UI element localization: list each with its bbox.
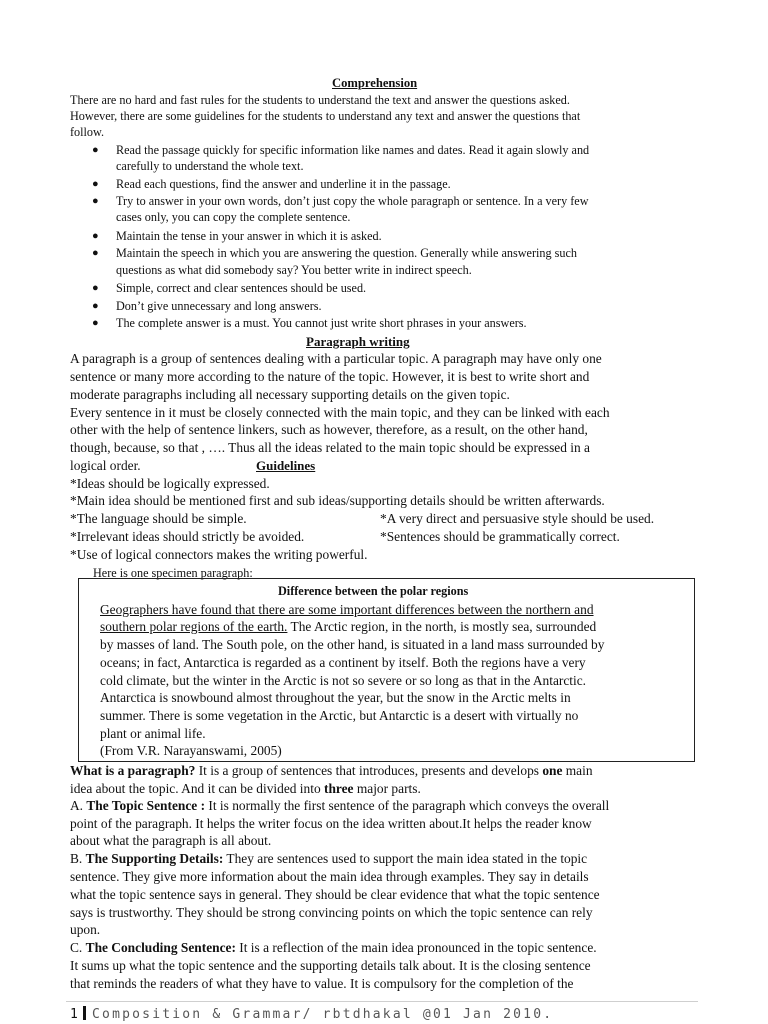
part-prefix: A. xyxy=(70,798,87,813)
list-item: Maintain the tense in your answer in which it is asked. xyxy=(116,229,382,243)
list-item-continuation: cases only, you can copy the complete sentence. xyxy=(116,210,351,224)
guideline-item: *Main idea should be mentioned first and sub ideas/supporting details should be written afterwards. xyxy=(70,493,605,508)
concluding-sentence-line: that reminds the readers of what they have to value. It is compulsory for the completion of the xyxy=(70,976,574,991)
topic-sentence-line: about what the paragraph is all about. xyxy=(70,833,272,848)
topic-sentence-heading: The Topic Sentence : xyxy=(86,798,206,813)
specimen-intro: Here is one specimen paragraph: xyxy=(93,566,253,580)
supporting-details-line: what the topic sentence says in general. They should be clear evidence that what the topic sentence xyxy=(70,887,600,902)
specimen-line: summer. There is some vegetation in the Arctic, but Antarctic is a desert with virtually no xyxy=(100,708,579,723)
list-item: The complete answer is a must. You cannot just write short phrases in your answers. xyxy=(116,316,527,330)
paragraph-line: logical order. xyxy=(70,458,141,473)
topic-sentence-line xyxy=(70,797,609,815)
paragraph-line: A paragraph is a group of sentences dealing with a particular topic. A paragraph may have only one xyxy=(70,351,602,366)
supporting-details-line: says is trustworthy. They should be strong convincing points on which the topic sentence can rely xyxy=(70,905,593,920)
concluding-sentence-line xyxy=(70,939,597,957)
guideline-item: *A very direct and persuasive style should be used. xyxy=(380,511,655,526)
paragraph-question: What is a paragraph? xyxy=(70,763,196,778)
emphasis-three: three xyxy=(324,781,354,796)
guideline-item: *Ideas should be logically expressed. xyxy=(70,476,270,491)
footer-separator xyxy=(83,1006,86,1020)
list-item: Simple, correct and clear sentences should be used. xyxy=(116,281,367,295)
specimen-line: cold climate, but the winter in the Arctic is not so severe or so long as that in the Antarctic. xyxy=(100,673,587,688)
list-item: Don’t give unnecessary and long answers. xyxy=(116,299,322,313)
comprehension-title: Comprehension xyxy=(332,76,418,90)
comprehension-intro-line: follow. xyxy=(70,125,105,139)
part-prefix: C. xyxy=(70,940,86,955)
text-run: It is a group of sentences that introduces, presents and develops xyxy=(195,763,543,778)
guideline-item: *Irrelevant ideas should strictly be avoided. xyxy=(70,529,305,544)
list-item: Try to answer in your own words, don’t just copy the whole paragraph or sentence. In a very few xyxy=(116,194,589,208)
concluding-sentence-line: It sums up what the topic sentence and the supporting details talk about. It is the closing sentence xyxy=(70,958,591,973)
text-run: It is a reflection of the main idea pronounced in the topic sentence. xyxy=(235,940,597,955)
text-run: main xyxy=(562,763,593,778)
specimen-line-rest: The Arctic region, in the north, is mostly sea, surrounded xyxy=(287,619,597,634)
bullet-icon: ● xyxy=(92,317,99,329)
page-footer xyxy=(70,1006,553,1022)
guidelines-title: Guidelines xyxy=(256,458,316,473)
supporting-details-line: sentence. They give more information about the main idea through examples. They say in details xyxy=(70,869,589,884)
bullet-icon: ● xyxy=(92,300,99,312)
paragraph-definition-line xyxy=(70,762,593,780)
supporting-details-heading: The Supporting Details: xyxy=(85,851,224,866)
specimen-line-underlined: Geographers have found that there are some important differences between the northern and xyxy=(100,602,594,617)
supporting-details-line xyxy=(70,850,587,868)
paragraph-line: Every sentence in it must be closely connected with the main topic, and they can be linked with each xyxy=(70,405,610,420)
emphasis-one: one xyxy=(542,763,563,778)
specimen-line: by masses of land. The South pole, on the other hand, is situated in a land mass surrounded by xyxy=(100,637,605,652)
footer-text: Composition & Grammar/ rbtdhakal @01 Jan 2010. xyxy=(92,1007,554,1022)
comprehension-intro-line: There are no hard and fast rules for the students to understand the text and answer the questions asked. xyxy=(70,93,570,107)
page-number: 1 xyxy=(70,1007,81,1022)
comprehension-intro-line: However, there are some guidelines for the students to understand any text and answer the questions that xyxy=(70,109,581,123)
paragraph-line: sentence or many more according to the nature of the topic. However, it is best to write short and xyxy=(70,369,590,384)
specimen-line xyxy=(100,618,596,636)
text-run: It is normally the first sentence of the paragraph which conveys the overall xyxy=(205,798,610,813)
topic-sentence-line: point of the paragraph. It helps the writer focus on the idea written about.It helps the reader know xyxy=(70,816,592,831)
text-run: idea about the topic. And it can be divided into xyxy=(70,781,324,796)
paragraph-line: moderate paragraphs including all necessary supporting details on the given topic. xyxy=(70,387,510,402)
specimen-line: Antarctica is snowbound almost throughout the year, but the snow in the Arctic melts in xyxy=(100,690,571,705)
paragraph-line: other with the help of sentence linkers, such as however, therefore, as a result, on the other hand, xyxy=(70,422,588,437)
guideline-item: *Use of logical connectors makes the writing powerful. xyxy=(70,547,368,562)
list-item-continuation: carefully to understand the whole text. xyxy=(116,159,304,173)
list-item: Read the passage quickly for specific information like names and dates. Read it again slowly and xyxy=(116,143,590,157)
text-run: They are sentences used to support the main idea stated in the topic xyxy=(223,851,588,866)
bullet-icon: ● xyxy=(92,282,99,294)
concluding-sentence-heading: The Concluding Sentence: xyxy=(85,940,236,955)
bullet-icon: ● xyxy=(92,247,99,259)
specimen-source: (From V.R. Narayanswami, 2005) xyxy=(100,743,282,758)
paragraph-writing-title: Paragraph writing xyxy=(306,334,410,349)
list-item: Maintain the speech in which you are answering the question. Generally while answering such xyxy=(116,246,577,260)
bullet-icon: ● xyxy=(92,144,99,156)
guideline-item: *Sentences should be grammatically correct. xyxy=(380,529,620,544)
list-item-continuation: questions as what did somebody say? You better write in indirect speech. xyxy=(116,263,472,277)
specimen-title: Difference between the polar regions xyxy=(278,584,469,598)
specimen-underlined-phrase: southern polar regions of the earth. xyxy=(100,619,288,634)
footer-divider xyxy=(66,1001,698,1002)
paragraph-line: though, because, so that , …. Thus all the ideas related to the main topic should be expressed in a xyxy=(70,440,590,455)
list-item: Read each questions, find the answer and underline it in the passage. xyxy=(116,177,451,191)
text-run: major parts. xyxy=(353,781,421,796)
specimen-line: plant or animal life. xyxy=(100,726,206,741)
bullet-icon: ● xyxy=(92,178,99,190)
part-prefix: B. xyxy=(70,851,86,866)
guideline-item: *The language should be simple. xyxy=(70,511,247,526)
supporting-details-line: upon. xyxy=(70,922,101,937)
bullet-icon: ● xyxy=(92,195,99,207)
paragraph-definition-line xyxy=(70,780,421,798)
specimen-line: oceans; in fact, Antarctica is regarded as a continent by itself. Both the regions have a very xyxy=(100,655,586,670)
bullet-icon: ● xyxy=(92,230,99,242)
